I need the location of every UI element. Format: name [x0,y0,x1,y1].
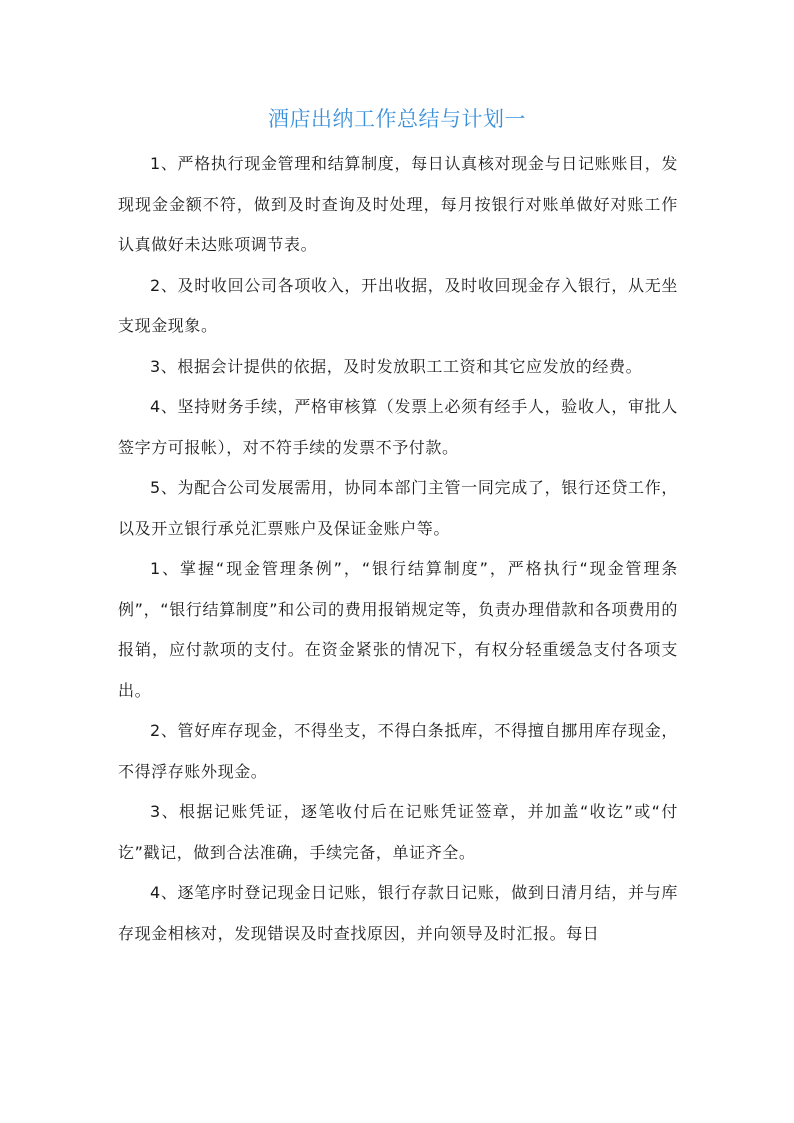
paragraph: 4、逐笔序时登记现金日记账，银行存款日记账，做到日清月结，并与库存现金相核对，发现错误及时查找原因，并向领导及时汇报。每日 [118,883,678,943]
paragraph: 1、严格执行现金管理和结算制度，每日认真核对现金与日记账账目，发现现金金额不符，做到及时查询及时处理，每月按银行对账单做好对账工作认真做好未达账项调节表。 [118,154,678,254]
paragraph: 3、根据记账凭证，逐笔收付后在记账凭证签章，并加盖“收讫”或“付讫”戳记，做到合法准确，手续完备，单证齐全。 [118,802,678,862]
paragraph: 2、及时收回公司各项收入，开出收据，及时收回现金存入银行，从无坐支现金现象。 [118,275,678,335]
paragraph: 5、为配合公司发展需用，协同本部门主管一同完成了，银行还贷工作，以及开立银行承兑汇票账户及保证金账户等。 [118,478,678,538]
document-title: 酒店出纳工作总结与计划一 [268,107,526,131]
paragraph: 1、掌握“现金管理条例”，“银行结算制度”，严格执行“现金管理条例”，“银行结算制度”和公司的费用报销规定等，负责办理借款和各项费用的报销，应付款项的支付。在资金紧张的情况下，有权分轻重缓急支付各项支出。 [118,559,678,700]
paragraph: 2、管好库存现金，不得坐支，不得白条抵库，不得擅自挪用库存现金，不得浮存账外现金。 [118,721,678,781]
paragraph: 3、根据会计提供的依据，及时发放职工工资和其它应发放的经费。 [150,356,643,376]
document-body [118,144,678,954]
paragraph: 4、坚持财务手续，严格审核算（发票上必须有经手人，验收人，审批人签字方可报帐），对不符手续的发票不予付款。 [118,397,678,457]
